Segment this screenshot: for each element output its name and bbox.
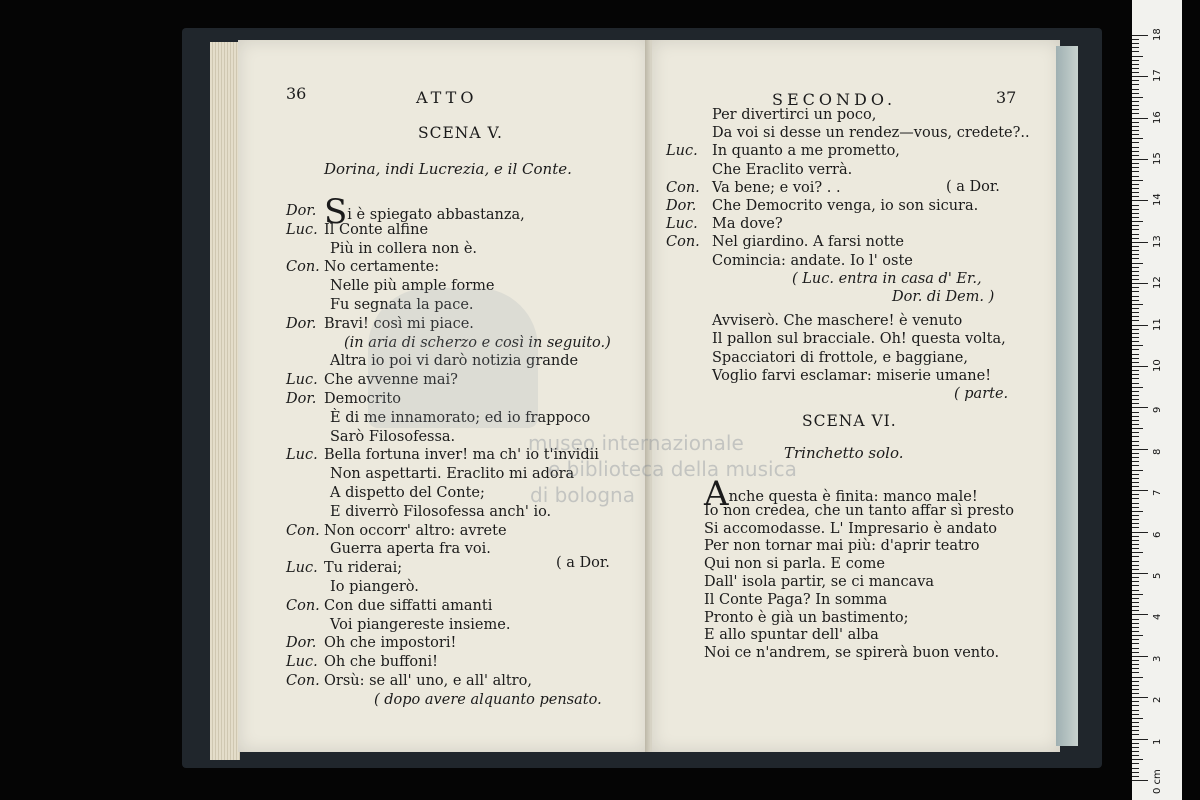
ruler-tick <box>1132 184 1139 185</box>
ruler-tick <box>1132 432 1139 433</box>
ruler-tick <box>1132 130 1139 131</box>
ruler-tick <box>1132 250 1139 251</box>
ruler-tick <box>1132 498 1139 499</box>
ruler-tick <box>1132 155 1139 156</box>
verse-line: Per non tornar mai più: d'aprir teatro <box>704 538 980 555</box>
ruler-tick <box>1132 743 1139 744</box>
ruler-tick <box>1132 532 1148 533</box>
right-page-edge <box>1056 46 1078 746</box>
ruler-tick <box>1132 229 1139 230</box>
verse-line: Non aspettarti. Eraclito mi adora <box>330 466 575 483</box>
ruler-tick <box>1132 407 1148 408</box>
speaker-label: Con. <box>286 597 320 614</box>
measurement-ruler <box>1132 0 1182 800</box>
ruler-tick <box>1132 689 1139 690</box>
ruler-tick <box>1132 685 1139 686</box>
speaker-label: Luc. <box>286 447 318 464</box>
ruler-label: 10 <box>1152 359 1163 372</box>
speaker-label: Con. <box>286 522 320 539</box>
verse-text: i è spiegato abbastanza, <box>347 207 525 223</box>
ruler-tick <box>1132 457 1139 458</box>
verse-line: ( parte. <box>954 386 1009 402</box>
ruler-tick <box>1132 503 1139 504</box>
verse-line: Bella fortuna inver! ma ch' io t'invidii <box>324 447 599 464</box>
ruler-tick <box>1132 209 1139 210</box>
verse-line: E diverrò Filosofessa anch' io. <box>330 503 552 520</box>
verse-line: Nel giardino. A farsi notte <box>712 234 904 251</box>
ruler-tick <box>1132 585 1139 586</box>
ruler-tick <box>1132 544 1139 545</box>
verse-line: Pronto è già un bastimento; <box>704 609 909 626</box>
verse-line: Guerra aperta fra voi. <box>330 541 491 558</box>
verse-line: Si accomodasse. L' Impresario è andato <box>704 520 998 537</box>
verse-line: No certamente: <box>324 259 440 276</box>
dropcap-letter: A <box>704 474 729 514</box>
watermark-logo <box>368 288 538 428</box>
ruler-tick <box>1132 51 1139 52</box>
ruler-tick <box>1132 424 1139 425</box>
ruler-tick <box>1132 656 1148 657</box>
ruler-tick <box>1132 138 1143 139</box>
speaker-label: Con. <box>286 259 320 276</box>
ruler-tick <box>1132 412 1139 413</box>
verse-line: Altra io poi vi darò notizia grande <box>330 353 579 370</box>
ruler-tick <box>1132 263 1143 264</box>
ruler-tick <box>1132 109 1139 110</box>
ruler-tick <box>1132 726 1139 727</box>
ruler-tick <box>1132 258 1139 259</box>
ruler-tick <box>1132 113 1139 114</box>
verse-line: Fu segnata la pace. <box>330 297 474 313</box>
ruler-tick <box>1132 395 1139 396</box>
ruler-tick <box>1132 590 1139 591</box>
verse-line: Bravi! così mi piace. <box>324 315 474 332</box>
verse-line: Qui non si parla. E come <box>704 556 885 573</box>
speaker-label: Luc. <box>286 560 318 577</box>
ruler-tick <box>1132 300 1139 301</box>
ruler-tick <box>1132 345 1143 346</box>
ruler-tick <box>1132 610 1139 611</box>
ruler-tick <box>1132 366 1148 367</box>
ruler-label: 18 <box>1152 28 1163 41</box>
ruler-tick <box>1132 68 1139 69</box>
ruler-label: 13 <box>1152 235 1163 248</box>
verse-line: (in aria di scherzo e così in seguito.) <box>344 334 611 351</box>
verse-line: Più in collera non è. <box>330 240 478 257</box>
verse-line: Nelle più ample forme <box>330 278 495 295</box>
ruler-tick <box>1132 482 1139 483</box>
ruler-tick <box>1132 35 1148 36</box>
ruler-tick <box>1132 677 1143 678</box>
ruler-tick <box>1132 378 1139 379</box>
ruler-tick <box>1132 349 1139 350</box>
ruler-tick <box>1132 598 1139 599</box>
ruler-tick <box>1132 147 1139 148</box>
verse-line: In quanto a me prometto, <box>712 143 900 160</box>
ruler-tick <box>1132 527 1139 528</box>
ruler-tick <box>1132 304 1143 305</box>
ruler-tick <box>1132 648 1139 649</box>
ruler-label: 17 <box>1152 69 1163 83</box>
ruler-tick <box>1132 428 1143 429</box>
ruler-tick <box>1132 333 1139 334</box>
ruler-label: 3 <box>1152 655 1163 662</box>
ruler-tick <box>1132 403 1139 404</box>
ruler-tick <box>1132 606 1139 607</box>
ruler-tick <box>1132 730 1139 731</box>
ruler-label: 16 <box>1152 110 1163 124</box>
ruler-tick <box>1132 664 1139 665</box>
ruler-tick <box>1132 453 1139 454</box>
ruler-tick <box>1132 763 1139 764</box>
verse-line: Tu riderai; <box>324 560 403 577</box>
ruler-tick <box>1132 577 1139 578</box>
speaker-label: Luc. <box>666 216 698 233</box>
ruler-tick <box>1132 391 1139 392</box>
speaker-label: Luc. <box>666 143 698 160</box>
verse-line: ( dopo avere alquanto pensato. <box>374 691 602 708</box>
ruler-tick <box>1132 635 1143 636</box>
ruler-tick <box>1132 93 1139 94</box>
ruler-tick <box>1132 714 1139 715</box>
watermark-line-3: di bologna <box>530 483 635 507</box>
ruler-tick <box>1132 39 1139 40</box>
ruler-tick <box>1132 225 1139 226</box>
verse-line: Sarò Filosofessa. <box>330 428 456 445</box>
ruler-tick <box>1132 238 1139 239</box>
ruler-tick <box>1132 776 1139 777</box>
ruler-tick <box>1132 701 1139 702</box>
ruler-tick <box>1132 329 1139 330</box>
ruler-tick <box>1132 486 1139 487</box>
ruler-tick <box>1132 89 1139 90</box>
ruler-label: 12 <box>1152 276 1163 290</box>
ruler-tick <box>1132 490 1148 491</box>
ruler-tick <box>1132 242 1148 243</box>
ruler-tick <box>1132 205 1139 206</box>
speaker-label: Luc. <box>286 372 318 389</box>
verse-line: Voi piangereste insieme. <box>330 616 511 633</box>
ruler-tick <box>1132 221 1143 222</box>
ruler-tick <box>1132 569 1139 570</box>
ruler-tick <box>1132 296 1139 297</box>
ruler-tick <box>1132 171 1139 172</box>
verse-text: nche questa è finita: manco male! <box>728 489 978 505</box>
ruler-label: 8 <box>1152 448 1163 455</box>
ruler-label: 2 <box>1152 696 1163 704</box>
ruler-tick <box>1132 581 1139 582</box>
ruler-tick <box>1132 540 1139 541</box>
ruler-tick <box>1132 118 1148 119</box>
ruler-tick <box>1132 705 1139 706</box>
ruler-tick <box>1132 565 1139 566</box>
ruler-tick <box>1132 64 1139 65</box>
ruler-tick <box>1132 718 1143 719</box>
ruler-tick <box>1132 772 1139 773</box>
ruler-tick <box>1132 56 1143 57</box>
ruler-tick <box>1132 163 1139 164</box>
verse-line: Il pallon sul bracciale. Oh! questa volta, <box>712 331 1006 348</box>
verse-line: Il Conte alfine <box>324 221 429 238</box>
ruler-tick <box>1132 134 1139 135</box>
verse-line: Da voi si desse un rendez—vous, credete?.. <box>712 125 1030 142</box>
ruler-tick <box>1132 507 1139 508</box>
verse-line: Democrito <box>324 391 401 407</box>
ruler-tick <box>1132 420 1139 421</box>
watermark-line-1: museo internazionale <box>528 431 744 455</box>
ruler-tick <box>1132 461 1139 462</box>
ruler-label: 11 <box>1152 317 1163 331</box>
ruler-tick <box>1132 72 1139 73</box>
ruler-tick <box>1132 594 1143 595</box>
ruler-tick <box>1132 126 1139 127</box>
ruler-tick <box>1132 312 1139 313</box>
speaker-label: Con. <box>666 179 700 196</box>
verse-line: Va bene; e voi? . . <box>712 179 841 196</box>
speaker-label: Dor. <box>286 203 317 219</box>
ruler-tick <box>1132 494 1139 495</box>
ruler-tick <box>1132 192 1139 193</box>
ruler-tick <box>1132 122 1139 123</box>
ruler-tick <box>1132 84 1139 85</box>
ruler-tick <box>1132 672 1139 673</box>
ruler-tick <box>1132 519 1139 520</box>
verse-line: A dispetto del Conte; <box>330 485 485 501</box>
ruler-tick <box>1132 151 1139 152</box>
verse-line: Voglio farvi esclamar: miserie umane! <box>712 367 992 384</box>
ruler-tick <box>1132 660 1139 661</box>
ruler-tick <box>1132 267 1139 268</box>
verse-line: Il Conte Paga? In somma <box>704 591 888 608</box>
left-page-number: 36 <box>286 84 307 103</box>
speaker-label: Dor. <box>286 315 317 332</box>
ruler-tick <box>1132 639 1139 640</box>
right-running-head: SECONDO. <box>772 90 897 109</box>
aside-a-dor-right: ( a Dor. <box>946 179 1000 195</box>
ruler-tick <box>1132 180 1143 181</box>
ruler-tick <box>1132 254 1139 255</box>
ruler-tick <box>1132 573 1148 574</box>
ruler-tick <box>1132 619 1139 620</box>
ruler-tick <box>1132 167 1139 168</box>
ruler-tick <box>1132 643 1139 644</box>
ruler-tick <box>1132 751 1139 752</box>
ruler-tick <box>1132 602 1139 603</box>
scene-vi-direction: Trinchetto solo. <box>784 444 904 462</box>
ruler-tick <box>1132 308 1139 309</box>
ruler-tick <box>1132 43 1139 44</box>
ruler-tick <box>1132 383 1139 384</box>
ruler-tick <box>1132 320 1139 321</box>
ruler-tick <box>1132 465 1139 466</box>
ruler-tick <box>1132 105 1139 106</box>
ruler-tick <box>1132 47 1139 48</box>
verse-line: Oh che buffoni! <box>324 654 438 671</box>
verse-line: Che avvenne mai? <box>324 372 458 389</box>
ruler-tick <box>1132 279 1139 280</box>
ruler-tick <box>1132 623 1139 624</box>
ruler-tick <box>1132 416 1139 417</box>
ruler-tick <box>1132 614 1148 615</box>
verse-line: Comincia: andate. Io l' oste <box>712 252 913 269</box>
page-edges <box>210 42 240 760</box>
ruler-tick <box>1132 652 1139 653</box>
ruler-tick <box>1132 287 1139 288</box>
ruler-label: 5 <box>1152 572 1163 579</box>
ruler-label: 1 <box>1152 738 1163 745</box>
verse-line: ( Luc. entra in casa d' Er., <box>792 270 982 287</box>
ruler-label: 7 <box>1152 489 1163 497</box>
ruler-tick <box>1132 722 1139 723</box>
ruler-tick <box>1132 341 1139 342</box>
watermark-text <box>528 430 797 508</box>
verse-line: Non occorr' altro: avrete <box>324 522 507 539</box>
right-page-number: 37 <box>996 88 1017 107</box>
ruler-tick <box>1132 631 1139 632</box>
ruler-tick <box>1132 76 1148 77</box>
ruler-label: 14 <box>1152 193 1163 207</box>
speaker-label: Luc. <box>286 221 318 238</box>
right-page <box>652 40 1060 752</box>
verse-line: Con due siffatti amanti <box>324 597 493 614</box>
ruler-tick <box>1132 325 1148 326</box>
ruler-tick <box>1132 159 1148 160</box>
ruler-label: 4 <box>1152 614 1163 621</box>
ruler-tick <box>1132 354 1139 355</box>
verse-line: Noi ce n'andrem, se spirerà buon vento. <box>704 645 1000 662</box>
speaker-label: Dor. <box>286 635 317 652</box>
ruler-tick <box>1132 271 1139 272</box>
ruler-tick <box>1132 627 1139 628</box>
ruler-tick <box>1132 556 1139 557</box>
ruler-tick <box>1132 196 1139 197</box>
ruler-tick <box>1132 441 1139 442</box>
ruler-tick <box>1132 697 1148 698</box>
ruler-tick <box>1132 316 1139 317</box>
ruler-tick <box>1132 474 1139 475</box>
ruler-tick <box>1132 362 1139 363</box>
ruler-tick <box>1132 523 1139 524</box>
ruler-tick <box>1132 436 1139 437</box>
ruler-tick <box>1132 358 1139 359</box>
ruler-tick <box>1132 60 1139 61</box>
ruler-tick <box>1132 234 1139 235</box>
verse-line: E allo spuntar dell' alba <box>704 627 879 644</box>
ruler-tick <box>1132 445 1139 446</box>
verse-line: Io piangerò. <box>330 579 419 595</box>
ruler-tick <box>1132 478 1139 479</box>
ruler-tick <box>1132 548 1139 549</box>
ruler-tick <box>1132 734 1139 735</box>
speaker-label: Luc. <box>286 654 318 671</box>
ruler-tick <box>1132 449 1148 450</box>
aside-a-dor-left: ( a Dor. <box>556 555 610 571</box>
verse-line: Che Eraclito verrà. <box>712 161 853 178</box>
verse-line: Per divertirci un poco, <box>712 107 877 123</box>
ruler-label: 6 <box>1152 531 1163 538</box>
ruler-label: 9 <box>1152 407 1163 414</box>
ruler-tick <box>1132 80 1139 81</box>
verse-line: È di me innamorato; ed io frappoco <box>330 409 591 426</box>
ruler-tick <box>1132 291 1139 292</box>
dropcap-letter: S <box>324 192 348 232</box>
verse-line: Spacciatori di frottole, e baggiane, <box>712 349 968 366</box>
ruler-tick <box>1132 97 1143 98</box>
ruler-tick <box>1132 337 1139 338</box>
ruler-tick <box>1132 693 1139 694</box>
ruler-tick <box>1132 536 1139 537</box>
ruler-tick <box>1132 470 1143 471</box>
speaker-label: Con. <box>666 234 700 251</box>
verse-line: Orsù: se all' uno, e all' altro, <box>324 673 532 689</box>
ruler-label: 15 <box>1152 152 1163 165</box>
ruler-tick <box>1132 768 1139 769</box>
verse-line: Ma dove? <box>712 216 783 233</box>
verse-line: Io non credea, che un tanto affar sì presto <box>704 502 1014 519</box>
ruler-tick <box>1132 747 1139 748</box>
ruler-tick <box>1132 681 1139 682</box>
ruler-tick <box>1132 515 1139 516</box>
ruler-tick <box>1132 217 1139 218</box>
ruler-tick <box>1132 668 1139 669</box>
verse-line: Dor. di Dem. ) <box>892 289 995 305</box>
ruler-tick <box>1132 759 1143 760</box>
speaker-label: Dor. <box>286 391 317 407</box>
ruler-tick <box>1132 552 1143 553</box>
ruler-tick <box>1132 374 1139 375</box>
ruler-tick <box>1132 739 1148 740</box>
scene-v-title: SCENA V. <box>418 124 503 142</box>
scene-vi-title: SCENA VI. <box>802 412 897 430</box>
ruler-tick <box>1132 142 1139 143</box>
ruler-tick <box>1132 213 1139 214</box>
ruler-tick <box>1132 246 1139 247</box>
ruler-tick <box>1132 101 1139 102</box>
ruler-tick <box>1132 176 1139 177</box>
ruler-tick <box>1132 370 1139 371</box>
ruler-tick <box>1132 275 1139 276</box>
verse-line: Che Democrito venga, io son sicura. <box>712 198 979 214</box>
speaker-label: Dor. <box>666 198 697 214</box>
verse-line: Oh che impostori! <box>324 635 457 652</box>
ruler-tick <box>1132 755 1139 756</box>
ruler-tick <box>1132 561 1139 562</box>
ruler-tick <box>1132 387 1143 388</box>
ruler-label: 0 cm <box>1152 769 1163 794</box>
ruler-tick <box>1132 200 1148 201</box>
verse-line: Avviserò. Che maschere! è venuto <box>712 313 963 330</box>
ruler-tick <box>1132 283 1148 284</box>
verse-line: Dall' isola partir, se ci mancava <box>704 574 935 590</box>
ruler-tick <box>1132 780 1148 781</box>
watermark-line-2: e biblioteca della musica <box>548 457 797 481</box>
ruler-tick <box>1132 511 1143 512</box>
ruler-tick <box>1132 399 1139 400</box>
left-running-head: ATTO <box>416 88 478 107</box>
speaker-label: Con. <box>286 673 320 689</box>
ruler-tick <box>1132 188 1139 189</box>
scene-v-direction: Dorina, indi Lucrezia, e il Conte. <box>324 160 572 178</box>
ruler-tick <box>1132 710 1139 711</box>
